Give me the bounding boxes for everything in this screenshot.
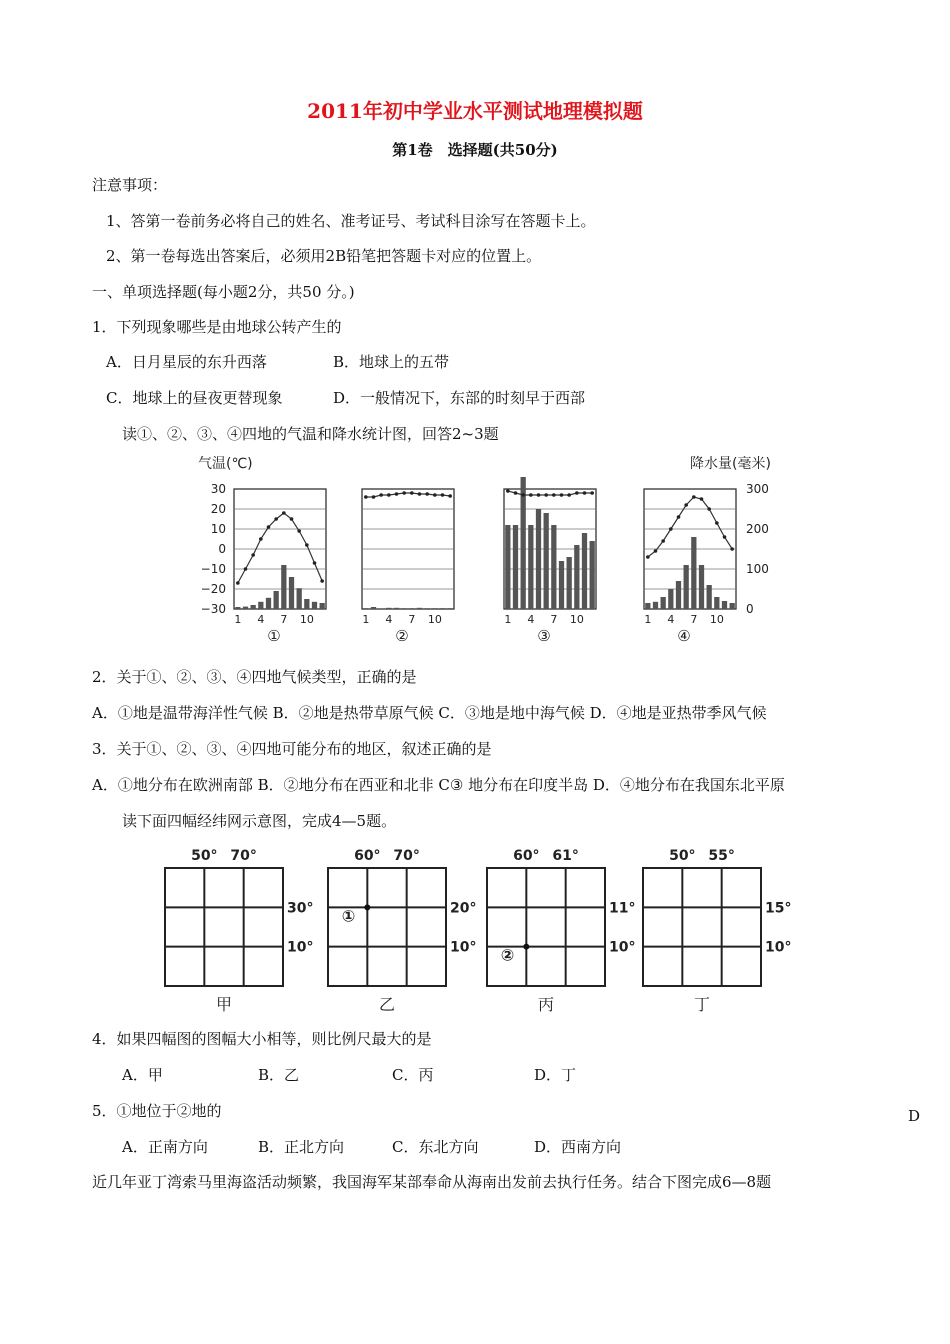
temp-point (425, 492, 429, 496)
location-marker: ① (341, 906, 356, 926)
temp-point (692, 495, 696, 499)
question-5-option-c: C．东北方向 (392, 1138, 479, 1156)
precip-bar (363, 608, 368, 609)
notice-heading: 注意事项： (92, 176, 168, 194)
graticule-frame (487, 868, 605, 986)
precip-bar (645, 603, 650, 609)
graticule-frame (328, 868, 446, 986)
question-5-stem: 5．①地位于②地的 (92, 1102, 222, 1120)
temp-point (684, 503, 688, 507)
precip-bar (567, 557, 572, 609)
precip-bar (289, 577, 294, 609)
temp-point (418, 492, 422, 496)
longitude-label: 50° (669, 848, 696, 864)
latitude-label: 30° (287, 900, 314, 917)
temp-point (313, 561, 317, 565)
temp-point (282, 511, 286, 515)
month-tick-label: 10 (427, 613, 442, 626)
month-tick-label: 1 (644, 613, 652, 626)
month-tick-label: 1 (234, 613, 242, 626)
month-tick-label: 7 (550, 613, 558, 626)
temp-point (544, 493, 548, 497)
longitude-label: 55° (708, 848, 735, 864)
latitude-label: 10° (765, 939, 792, 956)
temp-point (395, 492, 399, 496)
section-heading: 一、单项选择题(每小题2分，共50 分。) (92, 283, 355, 301)
question-5-option-b: B．正北方向 (258, 1138, 345, 1156)
question-1-option-d: D．一般情况下，东部的时刻早于西部 (333, 389, 586, 407)
temp-tick-label: 20 (210, 502, 226, 516)
latitude-label: 11° (609, 900, 636, 917)
question-5-option-d: D．西南方向 (534, 1138, 622, 1156)
month-tick-label: 4 (385, 613, 393, 626)
precip-bar (417, 608, 422, 609)
temp-line (508, 491, 592, 495)
climate-chart-1 (234, 489, 326, 645)
longitude-label: 60° (354, 848, 381, 864)
precip-axis-label: 降水量(毫米) (690, 456, 771, 472)
temp-point (364, 495, 368, 499)
temp-point (402, 491, 406, 495)
location-marker: ② (500, 945, 515, 965)
precip-bar (297, 588, 302, 609)
latitude-label: 10° (287, 939, 314, 956)
temp-point (251, 553, 255, 557)
temp-line (238, 513, 322, 583)
precip-bar (448, 608, 453, 609)
question-4-option-b: B．乙 (258, 1066, 300, 1084)
precip-bar (582, 533, 587, 609)
temp-point (267, 525, 271, 529)
precip-bar (691, 537, 696, 609)
longitude-label: 50° (191, 848, 218, 864)
precip-bar (266, 598, 271, 609)
precip-bar (432, 608, 437, 609)
question-4-option-c: C．丙 (392, 1066, 434, 1084)
temp-line (648, 497, 732, 557)
question-5-option-a: A．正南方向 (122, 1138, 208, 1156)
precip-tick-label: 300 (746, 482, 769, 496)
precip-bar (274, 591, 279, 609)
precip-axis-ticks (746, 482, 769, 616)
grid-intro: 读下面四幅经纬网示意图，完成4—5题。 (122, 812, 397, 830)
temp-point (320, 579, 324, 583)
temp-tick-label: 10 (210, 522, 226, 536)
graticule-name: 乙 (378, 995, 396, 1014)
precip-bar (320, 603, 325, 609)
notice-item-1: 1、答第一卷前务必将自己的姓名、准考证号、考试科目涂写在答题卡上。 (106, 212, 596, 230)
precip-bar (440, 608, 445, 609)
question-1-option-b: B．地球上的五带 (333, 353, 450, 371)
page-title: 2011年初中学业水平测试地理模拟题 (307, 99, 643, 123)
chart-label: ③ (537, 627, 551, 645)
temp-axis-label: 气温(℃) (198, 456, 253, 472)
latitude-label: 15° (765, 900, 792, 917)
precip-bar (730, 603, 735, 609)
precip-bar (536, 509, 541, 609)
precip-bar (251, 605, 256, 609)
precip-bar (590, 541, 595, 609)
temp-point (567, 493, 571, 497)
section-subtitle: 第1卷 选择题(共50分) (392, 141, 558, 159)
question-3-stem: 3．关于①、②、③、④四地可能分布的地区，叙述正确的是 (92, 740, 492, 758)
precip-bar (386, 608, 391, 609)
precip-bar (699, 565, 704, 609)
temp-tick-label: −30 (200, 602, 226, 616)
temp-point (723, 535, 727, 539)
temp-point (514, 491, 518, 495)
question-1-option-a: A．日月星辰的东升西落 (106, 353, 267, 371)
graticule-name: 甲 (215, 995, 233, 1014)
temp-axis-ticks (201, 482, 226, 616)
precip-bar (559, 561, 564, 609)
graticule-frame (165, 868, 283, 986)
question-2-stem: 2．关于①、②、③、④四地气候类型，正确的是 (92, 668, 417, 686)
temp-point (259, 537, 263, 541)
precip-bar (394, 608, 399, 609)
temp-point (590, 491, 594, 495)
temp-line (366, 493, 450, 497)
precip-bar (676, 581, 681, 609)
graticule-name: 丙 (537, 995, 555, 1014)
graticule-diagrams (150, 840, 810, 1015)
temp-point (290, 517, 294, 521)
climate-chart-2 (362, 489, 454, 645)
temp-point (575, 491, 579, 495)
temp-point (654, 549, 658, 553)
temp-point (707, 507, 711, 511)
month-tick-label: 7 (690, 613, 698, 626)
precip-bar (258, 602, 263, 609)
precip-bar (574, 545, 579, 609)
climate-chart-3 (504, 477, 596, 645)
temp-point (730, 547, 734, 551)
chart-label: ① (267, 627, 281, 645)
temp-tick-label: 0 (218, 542, 226, 556)
temp-point (297, 529, 301, 533)
precip-bar (684, 565, 689, 609)
temp-point (387, 493, 391, 497)
month-tick-label: 1 (504, 613, 512, 626)
temp-point (661, 539, 665, 543)
month-tick-label: 10 (709, 613, 724, 626)
temp-point (448, 494, 452, 498)
precip-bar (281, 565, 286, 609)
month-tick-label: 10 (569, 613, 584, 626)
graticule-frame (643, 868, 761, 986)
temp-point (379, 493, 383, 497)
pirate-intro: 近几年亚丁湾索马里海盗活动频繁，我国海军某部奉命从海南出发前去执行任务。结合下图完成6—8题 (92, 1173, 772, 1191)
precip-bar (661, 597, 666, 609)
precip-bar (668, 589, 673, 609)
temp-tick-label: −10 (200, 562, 226, 576)
temp-point (506, 489, 510, 493)
climate-intro: 读①、②、③、④四地的气温和降水统计图，回答2~3题 (122, 425, 499, 443)
question-3-options: A．①地分布在欧洲南部 B．②地分布在西亚和北非 C③ 地分布在印度半岛 D．④地分布在我国东北平原 (92, 776, 785, 794)
precip-bar (304, 599, 309, 609)
month-tick-label: 4 (667, 613, 675, 626)
temp-point (715, 521, 719, 525)
question-2-options: A．①地是温带海洋性气候 B．②地是热带草原气候 C．③地是地中海气候 D．④地是亚热带季风气候 (92, 704, 767, 722)
temp-point (244, 567, 248, 571)
climate-charts (190, 452, 780, 652)
precip-bar (409, 608, 414, 609)
temp-point (305, 543, 309, 547)
temp-tick-label: 30 (210, 482, 226, 496)
chart-label: ② (395, 627, 409, 645)
precip-bar (722, 601, 727, 609)
month-tick-label: 10 (299, 613, 314, 626)
precip-bar (371, 607, 376, 609)
precip-bar (714, 597, 719, 609)
longitude-label: 60° (513, 848, 540, 864)
precip-bar (707, 585, 712, 609)
temp-point (583, 491, 587, 495)
precip-bar (528, 525, 533, 609)
graticule-name: 丁 (693, 995, 711, 1014)
temp-point (537, 493, 541, 497)
graticule-3 (487, 848, 635, 1014)
temp-point (529, 493, 533, 497)
latitude-label: 10° (609, 939, 636, 956)
graticule-4 (643, 848, 791, 1014)
longitude-label: 61° (552, 848, 579, 864)
month-tick-label: 4 (257, 613, 265, 626)
precip-bar (243, 607, 248, 609)
location-point (364, 904, 370, 910)
precip-bar (544, 513, 549, 609)
question-4-stem: 4．如果四幅图的图幅大小相等，则比例尺最大的是 (92, 1030, 432, 1048)
month-tick-label: 7 (280, 613, 288, 626)
month-tick-label: 7 (408, 613, 416, 626)
question-4-option-d: D．丁 (534, 1066, 577, 1084)
precip-bar (653, 602, 658, 609)
precip-tick-label: 0 (746, 602, 754, 616)
temp-point (441, 493, 445, 497)
climate-chart-4 (644, 489, 736, 645)
precip-bar (505, 525, 510, 609)
temp-tick-label: −20 (200, 582, 226, 596)
temp-point (521, 493, 525, 497)
question-1-option-c: C．地球上的昼夜更替现象 (106, 389, 283, 407)
precip-bar (312, 602, 317, 609)
precip-bar (513, 525, 518, 609)
latitude-label: 20° (450, 900, 477, 917)
temp-point (274, 517, 278, 521)
chart-label: ④ (677, 627, 691, 645)
precip-tick-label: 100 (746, 562, 769, 576)
temp-point (410, 491, 414, 495)
notice-item-2: 2、第一卷每选出答案后，必须用2B铅笔把答题卡对应的位置上。 (106, 247, 542, 265)
temp-point (236, 581, 240, 585)
precip-tick-label: 200 (746, 522, 769, 536)
temp-point (677, 515, 681, 519)
temp-point (700, 497, 704, 501)
temp-point (560, 493, 564, 497)
question-4-option-a: A．甲 (122, 1066, 163, 1084)
margin-answer-mark: D (908, 1107, 921, 1125)
temp-point (646, 555, 650, 559)
temp-point (552, 493, 556, 497)
temp-point (372, 495, 376, 499)
precip-bar (425, 608, 430, 609)
temp-point (669, 527, 673, 531)
longitude-label: 70° (230, 848, 257, 864)
month-tick-label: 1 (362, 613, 370, 626)
longitude-label: 70° (393, 848, 420, 864)
question-1-stem: 1．下列现象哪些是由地球公转产生的 (92, 318, 342, 336)
month-tick-label: 4 (527, 613, 535, 626)
precip-bar (402, 608, 407, 609)
graticule-2 (328, 848, 476, 1014)
precip-bar (551, 525, 556, 609)
location-point (523, 944, 529, 950)
latitude-label: 10° (450, 939, 477, 956)
precip-bar (235, 607, 240, 609)
graticule-1 (165, 848, 313, 1014)
temp-point (433, 493, 437, 497)
